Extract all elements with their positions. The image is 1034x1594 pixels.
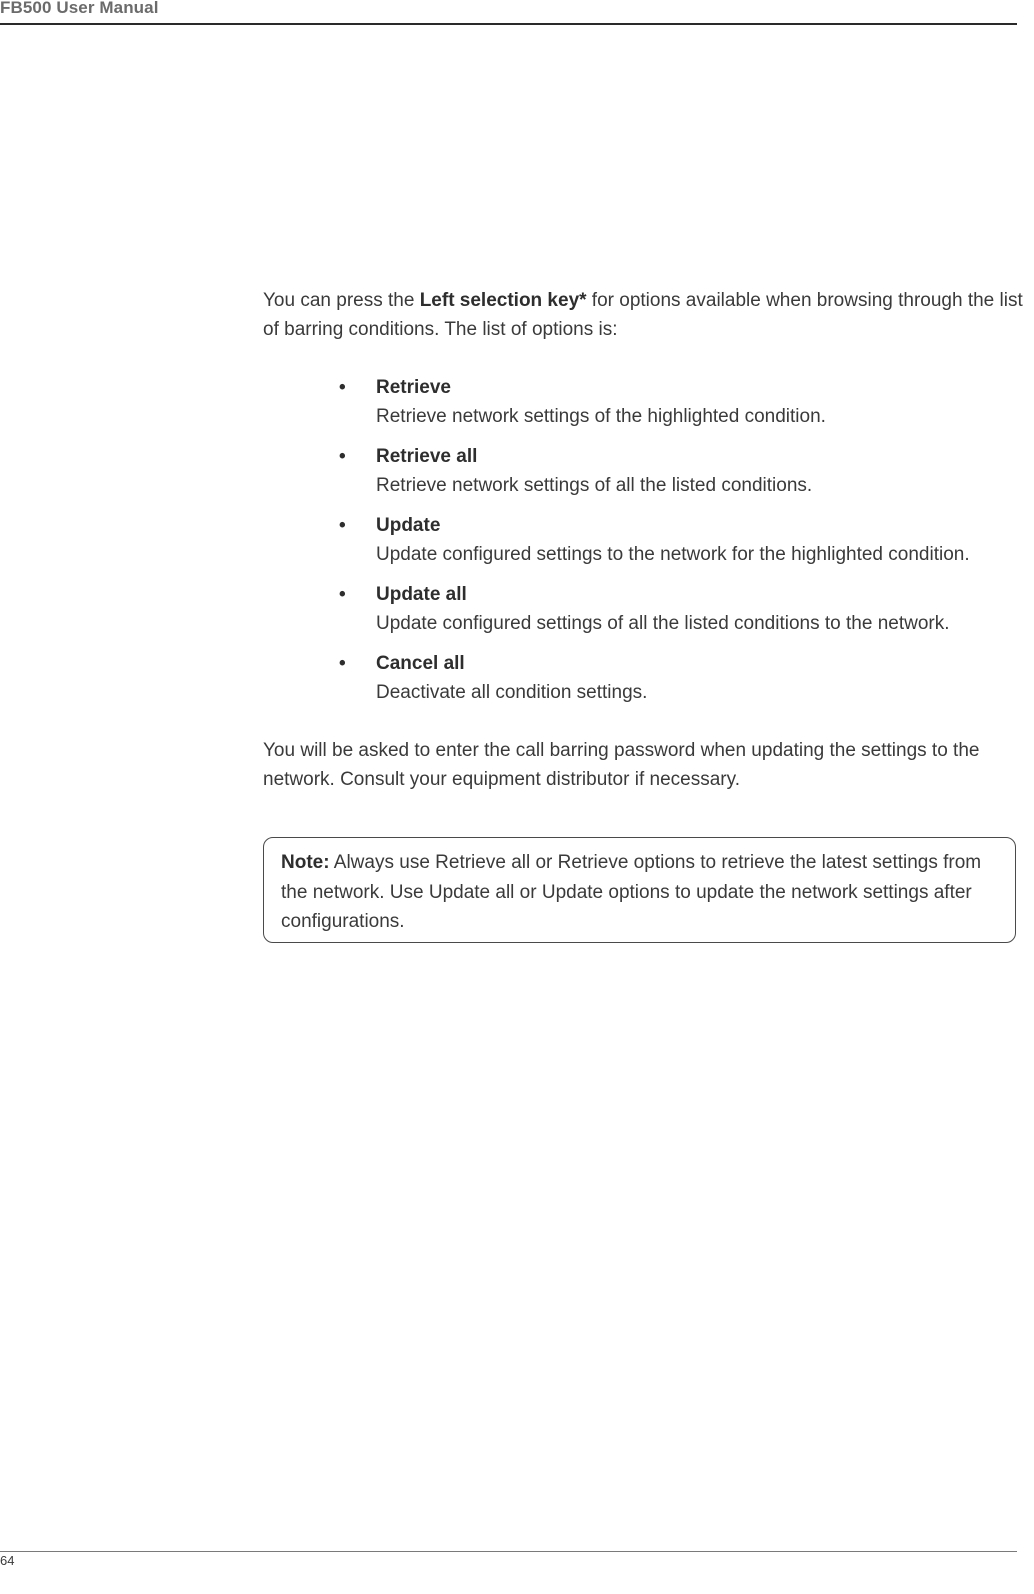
- note-label: Note:: [281, 852, 330, 873]
- option-description: Retrieve network settings of the highlighted condition.: [376, 406, 826, 427]
- document-header-title: FB500 User Manual: [0, 0, 159, 17]
- option-title: Retrieve: [376, 377, 451, 398]
- intro-text-after: for options available when browsing through the list of barring conditions. The list of options is:: [263, 290, 1023, 340]
- option-update-all: [263, 580, 1023, 638]
- option-retrieve-all: [263, 442, 1023, 500]
- bullet-icon: •: [339, 515, 346, 536]
- option-description: Update configured settings to the network for the highlighted condition.: [376, 544, 970, 565]
- intro-paragraph: [263, 286, 1023, 344]
- main-content: [263, 286, 1023, 794]
- bullet-icon: •: [339, 446, 346, 467]
- note-box: [263, 837, 1016, 943]
- option-title: Update: [376, 515, 441, 536]
- option-retrieve: [263, 373, 1023, 431]
- option-title: Cancel all: [376, 653, 465, 674]
- intro-text-before: You can press the: [263, 290, 420, 311]
- password-paragraph: You will be asked to enter the call barring password when updating the settings to the network. Consult your equipment distributor if necessary.: [263, 740, 980, 790]
- footer-divider: [0, 1551, 1017, 1552]
- options-list: [263, 373, 1023, 707]
- option-description: Update configured settings of all the listed conditions to the network.: [376, 613, 950, 634]
- option-title: Retrieve all: [376, 446, 478, 467]
- bullet-icon: •: [339, 584, 346, 605]
- bullet-icon: •: [339, 377, 346, 398]
- option-update: [263, 511, 1023, 569]
- page-number: 64: [0, 1553, 15, 1568]
- header-divider: [0, 23, 1017, 25]
- option-description: Retrieve network settings of all the listed conditions.: [376, 475, 813, 496]
- bullet-icon: •: [339, 653, 346, 674]
- note-text: Always use Retrieve all or Retrieve options to retrieve the latest settings from the network. Use Update all or Update options to update the network settings after configurations.: [281, 852, 982, 932]
- option-title: Update all: [376, 584, 467, 605]
- left-selection-key-label: Left selection key*: [419, 290, 587, 311]
- option-cancel-all: [263, 649, 1023, 707]
- option-description: Deactivate all condition settings.: [376, 682, 648, 703]
